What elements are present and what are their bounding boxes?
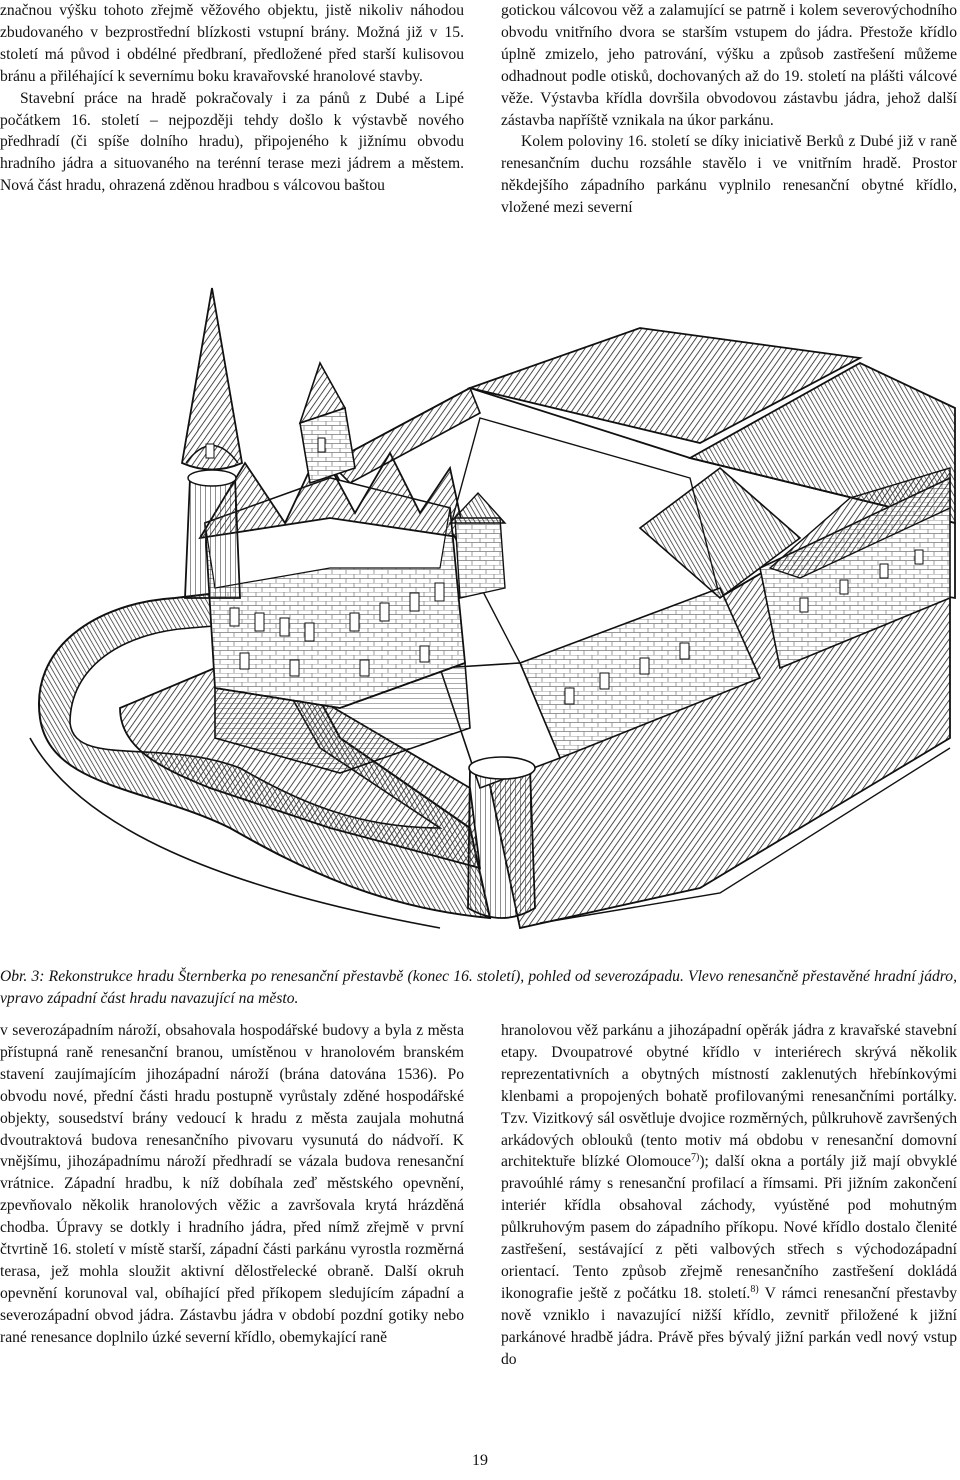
text-column-bottom-right: [501, 1020, 957, 1371]
paragraph: v severozápadním nároží, obsahovala hospodářské budovy a byla z města přístupná raně renesanční branou, umístěnou v hranolovém branském stavení zaujímajícím jihozápadní nároží (brána datována 1536). Po obvodu nové, přední části hradu postupně vyrůstaly zděné hospodářské objekty, sousedství brány vedoucí k hradu z města zaujala mohutná dvoutraktová budova renesančního pivovaru vysunutá do nádvoří. K vnějšímu, jihozápadnímu nároží předhradí se vázala budova renesanční vrátnice. Západní hradbu, k níž dobíhala zeď městského opevnění, zpevňovalo několik hranolových věžic a završovala krytá hrázděná chodba. Úpravy se dotkly i hradního jádra, před nímž zřejmě v první čtvrtině 16. století v místě starší, západní části parkánu vyrostla rozměrná terasa, jež mohla sloužit aktivní dělostřelecké obraně. Další okruh opevnění korunoval val, obíhající před příkopem sledujícím západní a severozápadní obvod jádra. Zástavbu jádra v období pozdní gotiky nebo rané renesance doplnilo úzké severní křídlo, obemykající raně: [0, 1022, 464, 1346]
footnote-ref[interactable]: 7): [691, 1152, 700, 1164]
paragraph: Stavební práce na hradě pokračovaly i za pánů z Dubé a Lipé počátkem 16. století – nejpozději tehdy došlo k výstavbě nového předhradí (či spíše dolního hradu), připojeného k jižnímu obvodu hradního jádra a situovaného na terénní terase mezi jádrem a městem. Nová část hradu, ohrazená zděnou hradbou s válcovou baštou: [0, 89, 464, 195]
text-column-top-right: [501, 0, 957, 219]
page-number: 19: [472, 1452, 488, 1469]
castle-drawing-icon: [0, 268, 960, 958]
paragraph: značnou výšku tohoto zřejmě věžového objektu, jistě nikoliv náhodou zbudovaného v bezprostřední blízkosti vstupní brány. Možná již v 15. století má původ i obdélné předbraní, předložené před starší kulisovou bránu a přiléhající k severnímu boku kravařovské hranolové stavby.: [0, 2, 464, 85]
castle-reconstruction-figure: [0, 268, 960, 958]
paragraph: [501, 1020, 957, 1371]
paragraph: gotickou válcovou věž a zalamující se patrně i kolem severovýchodního obvodu vnitřního dvora se starším vstupem do jádra. Přestože křídlo úplně zmizelo, jeho patrování, výšku a způsob zastřešení můžeme odhadnout podle otisků, dochovaných až do 19. století na plášti válcové věže. Výstavba křídla dovršila obvodovou zástavbu jádra, jehož další zástavba napříště vznikala na úkor parkánu.: [501, 2, 957, 129]
text-column-bottom-left: [0, 1020, 464, 1349]
figure-caption: Obr. 3: Rekonstrukce hradu Šternberka po renesanční přestavbě (konec 16. století), pohled od severozápadu. Vlevo renesančně přestavěné hradní jádro, vpravo západní část hradu navazující na město.: [0, 968, 957, 1007]
paragraph-part: V rámci renesanční přestavby nově vzniklo i navazující nižší křídlo, zevnitř přiložené k jižní parkánové hradbě jádra. Právě přes bývalý jižní parkán vedl nový vstup do: [501, 1284, 957, 1368]
footnote-ref[interactable]: 8): [750, 1283, 759, 1295]
paragraph-part: ); další okna a portály již mají obvyklé pravoúhlé rámy s renesanční profilací a římsami. Při jižním zakončení interiér křídla obsahoval záchody, vyústěné pod mohutným půlkruhovým pasem do západního příkopu. Nové křídlo dostalo členité zastřešení, sestávající z pěti valbových střech s východozápadní orientací. Tento způsob zřejmě renesančního zastřešení dokládá ikonografie ještě z počátku 18. století.: [501, 1153, 957, 1302]
paragraph: Kolem poloviny 16. století se díky iniciativě Berků z Dubé již v raně renesančním duchu rozsáhle stavělo i ve vnitřním hradě. Prostor někdejšího západního parkánu vyplnilo renesanční obytné křídlo, vložené mezi severní: [501, 133, 957, 217]
text-column-top-left: [0, 0, 464, 197]
paragraph-part: hranolovou věž parkánu a jihozápadní opěrák jádra z kravařské stavební etapy. Dvoupatrové obytné křídlo v interiérech skrývá několik reprezentativních a obytných místností zaklenutých hřebínkovými klenbami a propojených bohatě profilovanými renesančními portálky. Tzv. Vizitkový sál osvětluje dvojice rozměrných, půlkruhově završených arkádových oblouků (tento motiv má obdobu v renesanční domovní architektuře blízké Olomouce: [501, 1022, 957, 1171]
